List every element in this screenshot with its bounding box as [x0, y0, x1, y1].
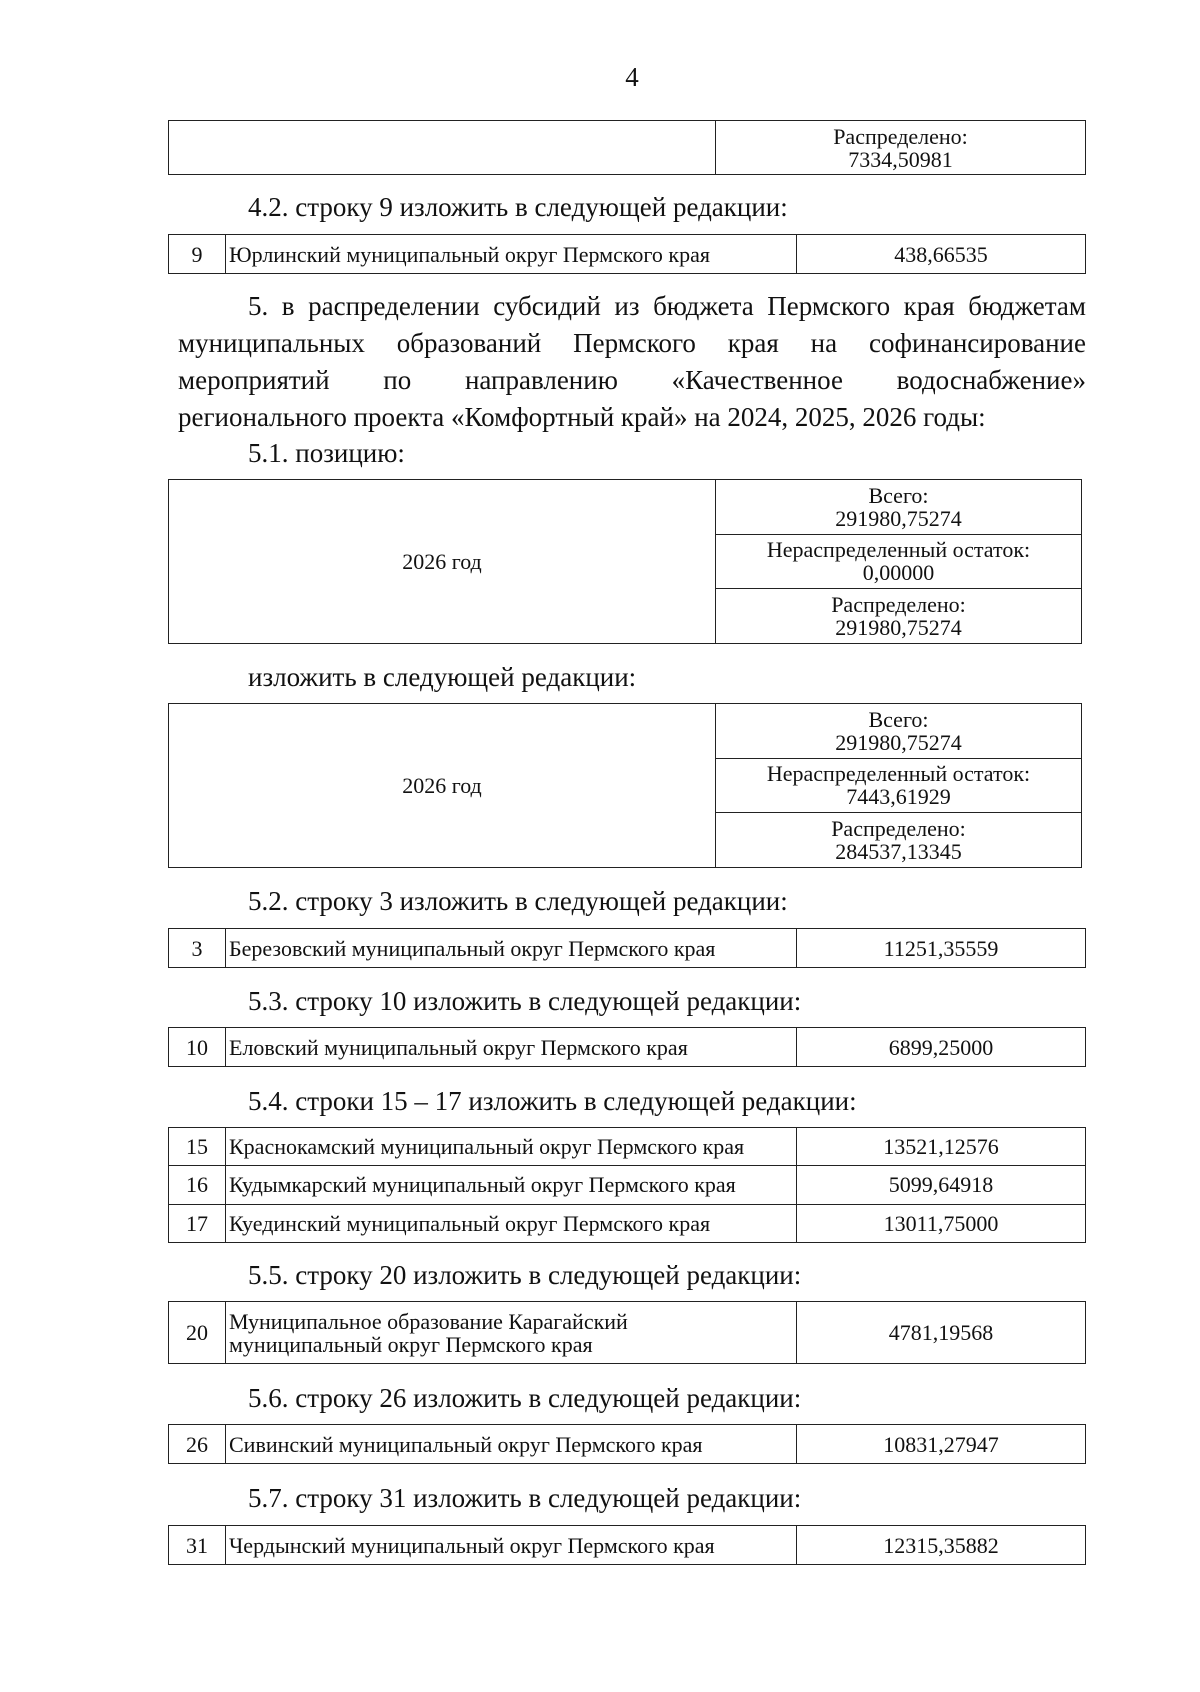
amount-value: 13521,12576 — [797, 1128, 1086, 1166]
table-row — [169, 235, 1086, 274]
paragraph-5-4: 5.4. строки 15 – 17 изложить в следующей редакции: — [248, 1086, 857, 1116]
allocated-label: Распределено: — [831, 816, 966, 842]
unallocated-value: 0,00000 — [862, 560, 935, 586]
row-number: 3 — [169, 929, 226, 968]
table-row — [169, 1425, 1086, 1464]
unallocated-cell — [716, 758, 1082, 813]
row-20-table — [168, 1301, 1086, 1364]
allocated-value: 291980,75274 — [835, 615, 962, 641]
table-row — [169, 1128, 1086, 1166]
allocated-cell — [716, 589, 1082, 644]
old-position-table — [168, 479, 1082, 644]
row-10-table — [168, 1027, 1086, 1067]
total-value: 291980,75274 — [835, 729, 962, 755]
row-26-table — [168, 1424, 1086, 1464]
paragraph-5 — [178, 288, 1086, 436]
amount-value: 13011,75000 — [797, 1204, 1086, 1242]
rows-15-17-table — [168, 1127, 1086, 1243]
paragraph-new-version: изложить в следующей редакции: — [248, 662, 637, 692]
total-label: Всего: — [868, 706, 929, 732]
unallocated-label: Нераспределенный остаток: — [766, 537, 1031, 563]
allocated-label: Распределено: — [833, 123, 968, 149]
row-number: 31 — [169, 1526, 226, 1565]
unallocated-value: 7443,61929 — [846, 784, 951, 810]
municipality-name: Краснокамский муниципальный округ Пермского края — [226, 1128, 797, 1166]
municipality-name: Сивинский муниципальный округ Пермского края — [226, 1425, 797, 1464]
paragraph-5-line: мероприятий по направлению «Качественное водоснабжение» — [178, 365, 1086, 395]
new-position-table — [168, 703, 1082, 868]
total-cell — [716, 480, 1082, 535]
municipality-name: Кудымкарский муниципальный округ Пермского края — [226, 1166, 797, 1204]
municipality-name: Березовский муниципальный округ Пермского края — [226, 929, 797, 968]
total-label: Всего: — [868, 482, 929, 508]
row-number: 10 — [169, 1028, 226, 1067]
paragraph-5-7: 5.7. строку 31 изложить в следующей редакции: — [248, 1483, 802, 1513]
year-cell: 2026 год — [169, 480, 716, 644]
amount-value: 438,66535 — [797, 235, 1086, 274]
paragraph-5-1: 5.1. позицию: — [248, 438, 405, 468]
municipality-name: Куединский муниципальный округ Пермского края — [226, 1204, 797, 1242]
allocated-value: 7334,50981 — [848, 146, 953, 172]
total-value: 291980,75274 — [835, 505, 962, 531]
unallocated-label: Нераспределенный остаток: — [766, 761, 1031, 787]
amount-value: 5099,64918 — [797, 1166, 1086, 1204]
row-number: 20 — [169, 1302, 226, 1364]
amount-value: 12315,35882 — [797, 1526, 1086, 1565]
municipality-name — [226, 1302, 797, 1364]
allocated-cell — [716, 813, 1082, 868]
row-number: 17 — [169, 1204, 226, 1242]
row-number: 16 — [169, 1166, 226, 1204]
amount-value: 11251,35559 — [797, 929, 1086, 968]
table-row — [169, 929, 1086, 968]
allocated-value: 284537,13345 — [835, 839, 962, 865]
top-allocated-table — [168, 120, 1086, 175]
table-row — [169, 1204, 1086, 1242]
empty-cell — [169, 121, 716, 175]
paragraph-5-line: регионального проекта «Комфортный край» на 2024, 2025, 2026 годы: — [178, 402, 986, 432]
row-number: 9 — [169, 235, 226, 274]
table-row — [169, 1526, 1086, 1565]
municipality-name-line: муниципальный округ Пермского края — [229, 1331, 593, 1357]
paragraph-4-2: 4.2. строку 9 изложить в следующей редакции: — [248, 192, 788, 222]
paragraph-5-line: 5. в распределении субсидий из бюджета Пермского края бюджетам — [248, 291, 1086, 321]
row-number: 26 — [169, 1425, 226, 1464]
paragraph-5-5: 5.5. строку 20 изложить в следующей редакции: — [248, 1260, 802, 1290]
paragraph-5-6: 5.6. строку 26 изложить в следующей редакции: — [248, 1383, 802, 1413]
row-31-table — [168, 1525, 1086, 1565]
municipality-name: Юрлинский муниципальный округ Пермского края — [226, 235, 797, 274]
amount-value: 6899,25000 — [797, 1028, 1086, 1067]
row-9-table — [168, 234, 1086, 274]
allocated-cell — [716, 121, 1086, 175]
allocated-label: Распределено: — [831, 592, 966, 618]
paragraph-5-2: 5.2. строку 3 изложить в следующей редакции: — [248, 886, 788, 916]
row-3-table — [168, 928, 1086, 968]
page-number: 4 — [625, 62, 639, 92]
total-cell — [716, 704, 1082, 759]
municipality-name: Чердынский муниципальный округ Пермского края — [226, 1526, 797, 1565]
amount-value: 10831,27947 — [797, 1425, 1086, 1464]
row-number: 15 — [169, 1128, 226, 1166]
table-row — [169, 1166, 1086, 1204]
amount-value: 4781,19568 — [797, 1302, 1086, 1364]
table-row — [169, 1028, 1086, 1067]
municipality-name-line: Муниципальное образование Карагайский — [229, 1308, 628, 1334]
year-cell: 2026 год — [169, 704, 716, 868]
table-row — [169, 1302, 1086, 1364]
paragraph-5-3: 5.3. строку 10 изложить в следующей редакции: — [248, 986, 802, 1016]
unallocated-cell — [716, 534, 1082, 589]
municipality-name: Еловский муниципальный округ Пермского края — [226, 1028, 797, 1067]
paragraph-5-line: муниципальных образований Пермского края на софинансирование — [178, 328, 1086, 358]
